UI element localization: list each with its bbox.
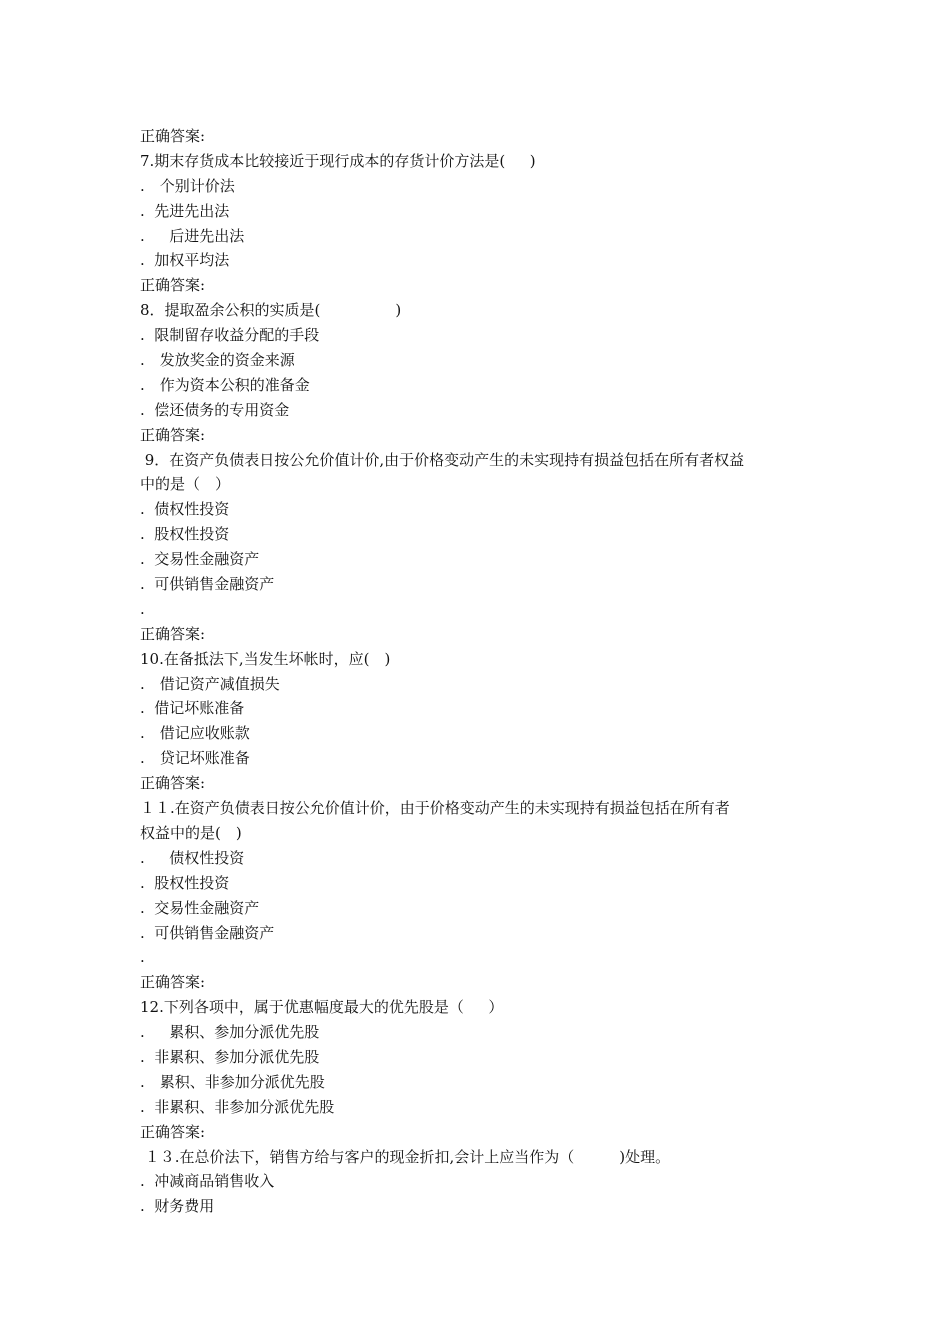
option-text: . 偿还债务的专用资金 <box>140 400 290 419</box>
answer-label: 正确答案: <box>140 774 206 793</box>
question-text: 权益中的是( ) <box>140 823 242 842</box>
answer-label: 正确答案: <box>140 624 206 643</box>
question-text: 12.下列各项中，属于优惠幅度最大的优先股是（ ） <box>140 998 504 1017</box>
option-text: . 限制留存收益分配的手段 <box>140 326 320 345</box>
option-text: . 先进先出法 <box>140 201 230 220</box>
option-text: . 冲减商品销售收入 <box>140 1172 275 1191</box>
answer-label: 正确答案: <box>140 276 206 295</box>
option-text: . 借记应收账款 <box>140 724 250 743</box>
option-text: . 发放奖金的资金来源 <box>140 351 295 370</box>
question-text: 8．提取盈余公积的实质是( ) <box>140 301 402 320</box>
question-text: １１.在资产负债表日按公允价值计价，由于价格变动产生的未实现持有损益包括在所有者 <box>140 799 730 818</box>
question-text: 9．在资产负债表日按公允价值计价,由于价格变动产生的未实现持有损益包括在所有者权益 <box>140 450 745 469</box>
option-text: . 累积、参加分派优先股 <box>140 1023 320 1042</box>
document-body <box>140 124 820 1219</box>
question-text: 中的是（ ） <box>140 475 231 494</box>
option-text: . 非累积、参加分派优先股 <box>140 1047 320 1066</box>
option-text: . 交易性金融资产 <box>140 898 260 917</box>
question-text: 10.在备抵法下,当发生坏帐时，应( ) <box>140 649 391 668</box>
option-text: . <box>140 948 145 967</box>
option-text: . 加权平均法 <box>140 251 230 270</box>
question-text: 7.期末存货成本比较接近于现行成本的存货计价方法是( ) <box>140 151 536 170</box>
option-text: . 债权性投资 <box>140 500 230 519</box>
option-text: . 后进先出法 <box>140 226 245 245</box>
option-text: . 股权性投资 <box>140 525 230 544</box>
option-text: . 借记坏账准备 <box>140 699 245 718</box>
answer-label: 正确答案: <box>140 425 206 444</box>
option-text: . 可供销售金融资产 <box>140 923 275 942</box>
answer-label: 正确答案: <box>140 1122 206 1141</box>
option-text: . 债权性投资 <box>140 848 245 867</box>
option-text: . 作为资本公积的准备金 <box>140 375 310 394</box>
option-text: . 借记资产减值损失 <box>140 674 280 693</box>
option-text: . 非累积、非参加分派优先股 <box>140 1097 335 1116</box>
option-text: . 财务费用 <box>140 1197 215 1216</box>
option-text: . 累积、非参加分派优先股 <box>140 1072 325 1091</box>
option-text: . 可供销售金融资产 <box>140 575 275 594</box>
option-text: . 股权性投资 <box>140 873 230 892</box>
option-text: . 个别计价法 <box>140 176 235 195</box>
option-text: . 交易性金融资产 <box>140 550 260 569</box>
answer-label: 正确答案: <box>140 973 206 992</box>
answer-label: 正确答案: <box>140 127 206 145</box>
question-text: １３.在总价法下，销售方给与客户的现金折扣,会计上应当作为（ )处理。 <box>140 1147 671 1166</box>
option-text: . 贷记坏账准备 <box>140 749 250 768</box>
option-text: . <box>140 599 145 618</box>
